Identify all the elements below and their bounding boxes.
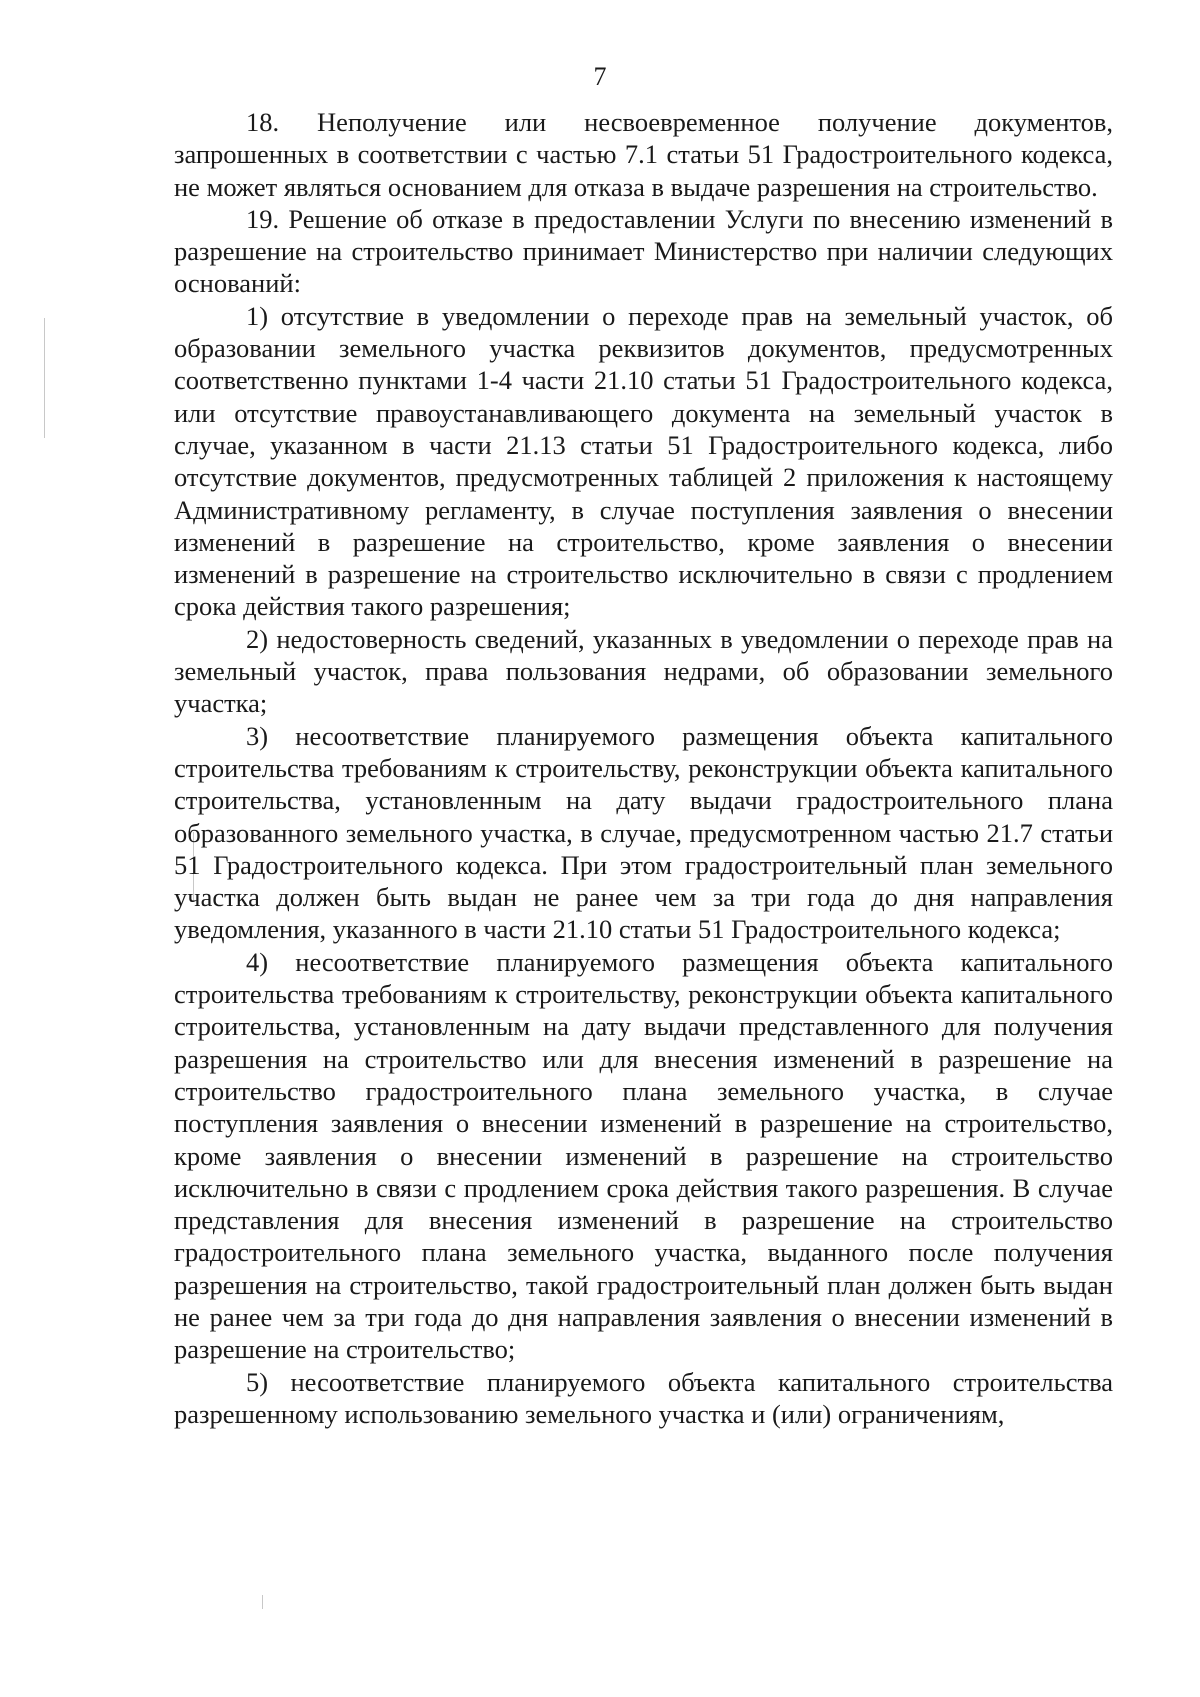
scan-edge-mark-bottom (262, 1595, 263, 1609)
document-body (174, 106, 1113, 1430)
paragraph-18: 18. Неполучение или несвоевременное получение документов, запрошенных в соответствии с частью 7.1 статьи 51 Градостроительного кодекса, не может являться основанием для отказа в выдаче разрешения на строительство. (174, 107, 1113, 202)
list-item-3: 3) несоответствие планируемого размещения объекта капитального строительства требованиям к строительству, реконструкции объекта капитального строительства, установленным на дату выдачи градостроительного плана образованного земельного участка, в случае, предусмотренном частью 21.7 статьи 51 Градостроительного кодекса. При этом градостроительный план земельного участка должен быть выдан не ранее чем за три года до дня направления уведомления, указанного в части 21.10 статьи 51 Градостроительного кодекса; (174, 720, 1113, 945)
list-item-4: 4) несоответствие планируемого размещения объекта капитального строительства требованиям к строительству, реконструкции объекта капитального строительства, установленным на дату выдачи представленного для получения разрешения на строительство или для внесения изменений в разрешение на строительство градостроительного плана земельного участка, в случае поступления заявления о внесении изменений в разрешение на строительство, кроме заявления о внесении изменений в разрешение на строительство исключительно в связи с продлением срока действия такого разрешения. В случае представления для внесения изменений в разрешение на строительство градостроительного плана земельного участка, выданного после получения разрешения на строительство, такой градостроительный план должен быть выдан не ранее чем за три года до дня направления заявления о внесении изменений в разрешение на строительство; (174, 946, 1113, 1365)
page-number: 7 (593, 62, 607, 91)
list-item-2: 2) недостоверность сведений, указанных в уведомлении о переходе прав на земельный участок, права пользования недрами, об образовании земельного участка; (174, 623, 1113, 719)
scan-edge-mark-top (44, 318, 45, 438)
list-item-1: 1) отсутствие в уведомлении о переходе прав на земельный участок, об образовании земельного участка реквизитов документов, предусмотренных соответственно пунктами 1-4 части 21.10 статьи 51 Градостроительного кодекса, или отсутствие правоустанавливающего документа на земельный участок в случае, указанном в части 21.13 статьи 51 Градостроительного кодекса, либо отсутствие документов, предусмотренных таблицей 2 приложения к настоящему Административному регламенту, в случае поступления заявления о внесении изменений в разрешение на строительство, кроме заявления о внесении изменений в разрешение на строительство исключительно в связи с продлением срока действия такого разрешения; (174, 300, 1113, 622)
paragraph-19: 19. Решение об отказе в предоставлении Услуги по внесению изменений в разрешение на строительство принимает Министерство при наличии следующих оснований: (174, 203, 1113, 299)
list-item-5: 5) несоответствие планируемого объекта капитального строительства разрешенному использованию земельного участка и (или) ограничениям, (174, 1366, 1113, 1429)
